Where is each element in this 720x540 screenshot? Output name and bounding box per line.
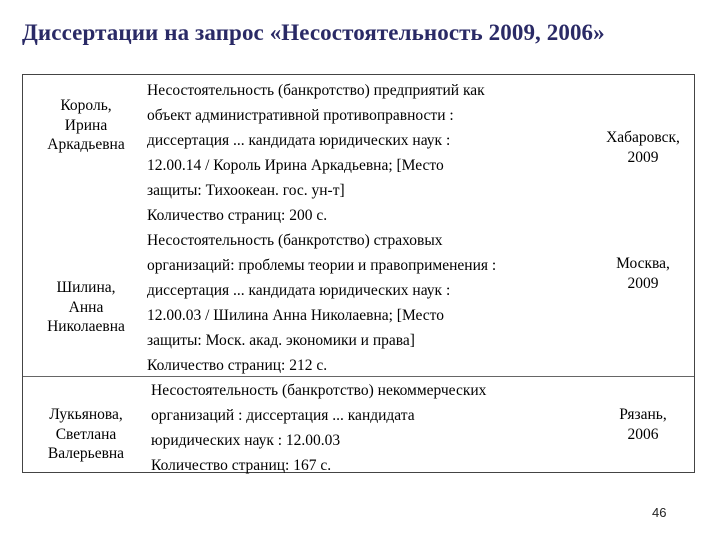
defense-place-year: Хабаровск, 2009 [606, 129, 680, 166]
author-name: Шилина, Анна Николаевна [47, 279, 125, 335]
dissertation-table [22, 74, 695, 473]
dissertation-description: Несостоятельность (банкротство) некоммерческих организаций : диссертация ... кандидата юридических наук : 12.00.03 Количество страниц: 167 с. [151, 382, 487, 474]
dissertation-description: Несостоятельность (банкротство) предприятий как объект административной противоправности : диссертация ... кандидата юридических наук : 12.00.14 / Король Ирина Аркадьевна; [Место защиты: Тихоокеан. гос. ун-т] Количество страниц: 200 с. [147, 82, 485, 224]
defense-place-year: Москва, 2009 [616, 255, 670, 292]
author-name: Лукьянова, Светлана Валерьевна [47, 406, 125, 462]
table-row [23, 75, 694, 228]
dissertation-description: Несостоятельность (банкротство) страховых организаций: проблемы теории и правоприменения : диссертация ... кандидата юридических наук : 12.00.03 / Шилина Анна Николаевна; [Место защиты: Моск. акад. экономики и права] Количество страниц: 212 с. [147, 232, 497, 374]
defense-place-year: Рязань, 2006 [619, 406, 667, 443]
table-row [23, 228, 694, 378]
table-row [23, 377, 694, 473]
page-title: Диссертации на запрос «Несостоятельность 2009, 2006» [22, 20, 605, 45]
page-number: 46 [652, 505, 667, 520]
author-name: Король, Ирина Аркадьевна [47, 97, 125, 153]
